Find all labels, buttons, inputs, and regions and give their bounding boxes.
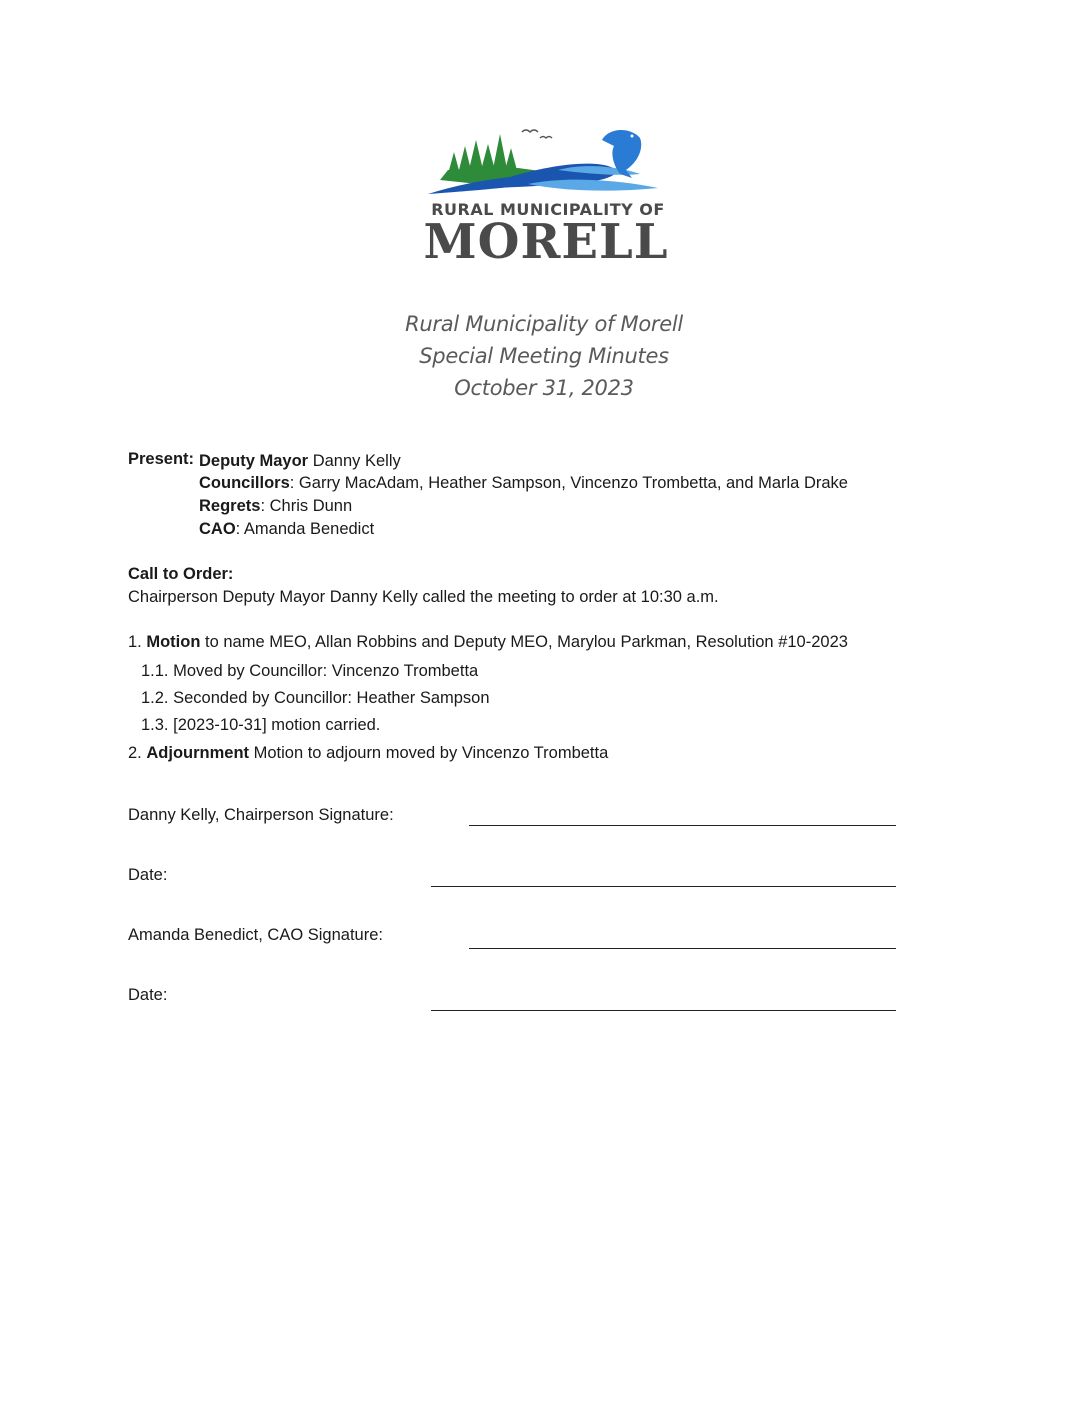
- call-to-order-heading: Call to Order:: [128, 565, 234, 583]
- date2-label: Date:: [128, 986, 168, 1004]
- deputy-mayor-label: Deputy Mayor: [199, 452, 309, 470]
- chair-signature-label: Danny Kelly, Chairperson Signature:: [128, 806, 394, 824]
- item-motion: 1. Motion to name MEO, Allan Robbins and Deputy MEO, Marylou Parkman, Resolution #10-2023: [128, 633, 848, 651]
- title-line3: October 31, 2023: [454, 376, 634, 400]
- title-line2: Special Meeting Minutes: [419, 344, 669, 368]
- date1-line: [431, 886, 896, 887]
- cao-signature-label: Amanda Benedict, CAO Signature:: [128, 926, 383, 944]
- logo-line2: MORELL: [423, 214, 669, 270]
- present-label: Present:: [128, 450, 195, 468]
- cao-value: : Amanda Benedict: [235, 520, 375, 538]
- cao-signature-line: [469, 948, 896, 949]
- regrets-value: : Chris Dunn: [260, 497, 353, 515]
- regrets-label: Regrets: [199, 497, 261, 515]
- councillors-value: : Garry MacAdam, Heather Sampson, Vincenzo Trombetta, and Marla Drake: [289, 474, 848, 492]
- date2-line: [431, 1010, 896, 1011]
- present-councillors: [199, 472, 848, 494]
- call-to-order-text: Chairperson Deputy Mayor Danny Kelly called the meeting to order at 10:30 a.m.: [128, 588, 719, 606]
- logo-line1: RURAL MUNICIPALITY OF: [431, 200, 665, 219]
- title-line1: Rural Municipality of Morell: [405, 312, 683, 336]
- present-cao: [199, 518, 374, 540]
- item-motion-carried: 1.3. [2023-10-31] motion carried.: [141, 716, 381, 734]
- deputy-mayor-value: Danny Kelly: [308, 452, 401, 470]
- item-motion-moved: 1.1. Moved by Councillor: Vincenzo Trombetta: [141, 662, 479, 680]
- date1-label: Date:: [128, 866, 168, 884]
- municipality-logo: [418, 122, 674, 272]
- item-motion-seconded: 1.2. Seconded by Councillor: Heather Sampson: [141, 689, 490, 707]
- chair-signature-line: [469, 825, 896, 826]
- document-title: [0, 308, 1088, 404]
- item-adjournment: 2. Adjournment Motion to adjourn moved by Vincenzo Trombetta: [128, 744, 609, 762]
- present-deputy-mayor: [199, 450, 401, 472]
- present-regrets: [199, 495, 352, 517]
- cao-label: CAO: [199, 520, 236, 538]
- councillors-label: Councillors: [199, 474, 290, 492]
- birds-icon: [522, 130, 552, 138]
